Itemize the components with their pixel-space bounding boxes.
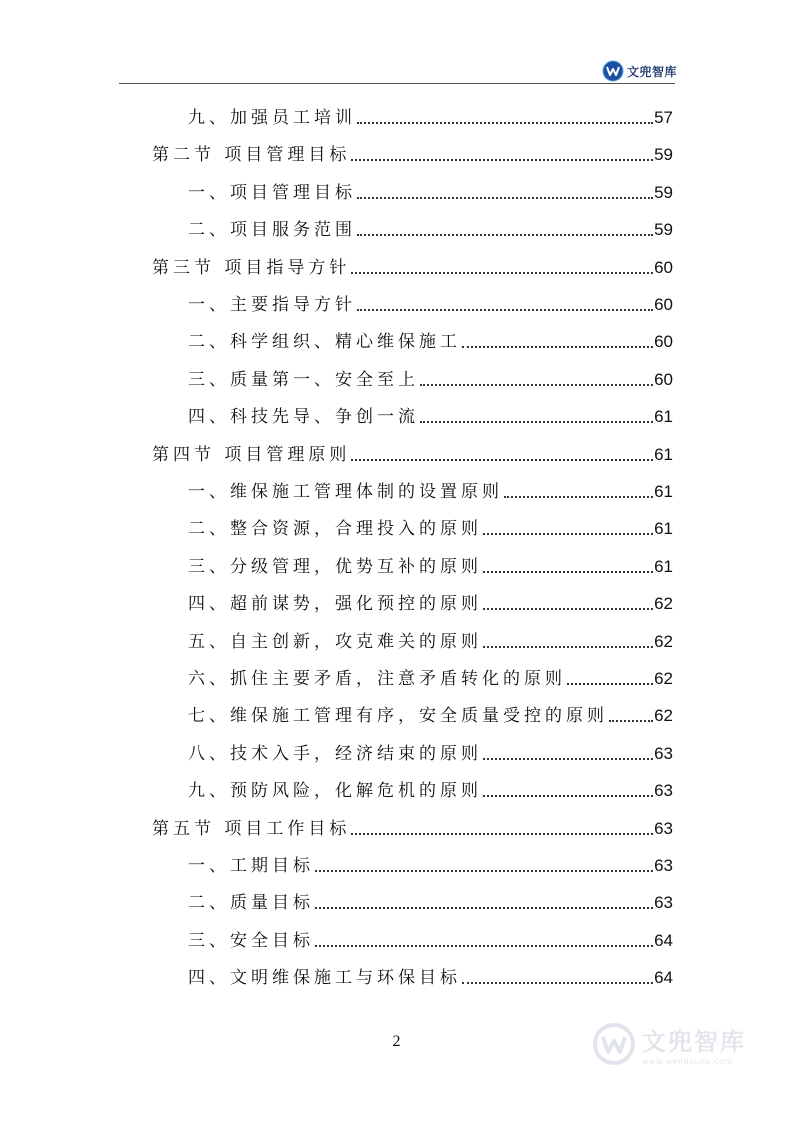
toc-entry[interactable] [0,890,673,914]
toc-entry-page: 61 [654,482,673,501]
toc-entry-page: 63 [654,893,673,913]
toc-entry-title: 二、质量目标 [188,893,314,914]
toc-dot-leader [420,421,653,423]
toc-entry[interactable] [0,778,673,802]
toc-entry-title: 第四节 项目管理原则 [152,444,351,465]
toc-entry-title: 二、项目服务范围 [188,220,356,241]
watermark-url: www.wendoulib.com [642,1057,733,1066]
toc-entry-page: 60 [654,257,673,277]
toc-entry-page: 64 [654,930,673,950]
toc-entry-page: 63 [654,856,673,875]
toc-entry-page: 61 [654,519,673,539]
toc-dot-leader [483,608,653,610]
toc-entry-title: 八、技术入手，经济结束的原则 [188,743,482,764]
toc-dot-leader [357,197,653,199]
toc-entry-page: 61 [654,556,673,576]
toc-entry-title: 四、科技先导、争创一流 [188,407,419,428]
toc-entry-page: 57 [654,108,673,127]
toc-entry-title: 七、维保施工管理有序，安全质量受控的原则 [188,706,608,727]
toc-entry-title: 五、自主创新，攻克难关的原则 [188,631,482,652]
toc-entry-title: 一、主要指导方针 [188,295,356,315]
toc-entry[interactable] [0,816,673,840]
toc-entry[interactable] [0,255,673,279]
toc-entry-title: 四、文明维保施工与环保目标 [188,968,461,989]
toc-entry-title: 九、加强员工培训 [188,108,356,128]
header-divider [119,83,675,84]
toc-entry-page: 63 [654,818,673,838]
toc-entry-page: 59 [654,182,673,202]
toc-dot-leader [315,907,653,909]
watermark [592,1022,746,1066]
toc-entry-title: 一、项目管理目标 [188,182,356,203]
toc-entry-page: 64 [654,968,673,988]
toc-entry-title: 第三节 项目指导方针 [152,257,351,278]
toc-dot-leader [483,571,653,573]
toc-entry[interactable] [0,554,673,578]
toc-entry-page: 63 [654,743,673,763]
toc-entry[interactable] [0,105,673,129]
toc-entry[interactable] [0,591,673,615]
toc-entry[interactable] [0,703,673,727]
toc-dot-leader [483,646,653,648]
toc-entry-title: 四、超前谋势，强化预控的原则 [188,594,482,615]
toc-entry[interactable] [0,629,673,653]
toc-entry-page: 60 [654,369,673,389]
toc-entry-page: 61 [654,407,673,427]
toc-entry-title: 三、安全目标 [188,930,314,951]
toc-entry-title: 第五节 项目工作目标 [152,818,351,839]
toc-entry[interactable] [0,180,673,204]
toc-entry[interactable] [0,666,673,690]
toc-dot-leader [357,234,653,236]
toc-entry-page: 62 [654,706,673,726]
toc-dot-leader [351,833,653,835]
toc-entry-page: 60 [654,295,673,314]
toc-dot-leader [351,459,653,461]
toc-entry[interactable] [0,853,673,877]
toc-entry[interactable] [0,292,673,316]
toc-entry[interactable] [0,965,673,989]
toc-entry[interactable] [0,329,673,353]
toc-dot-leader [567,683,653,685]
toc-dot-leader [483,758,653,760]
toc-entry-title: 九、预防风险，化解危机的原则 [188,781,482,802]
wendou-logo-icon [602,60,624,82]
toc-entry-title: 三、分级管理，优势互补的原则 [188,556,482,577]
toc-entry[interactable] [0,442,673,466]
toc-dot-leader [351,272,653,274]
toc-entry-page: 62 [654,594,673,614]
toc-dot-leader [483,795,653,797]
toc-entry[interactable] [0,928,673,952]
toc-entry[interactable] [0,741,673,765]
wendou-watermark-icon [592,1022,636,1066]
toc-entry[interactable] [0,479,673,503]
toc-dot-leader [315,945,653,947]
toc-entry[interactable] [0,217,673,241]
toc-entry-title: 一、维保施工管理体制的设置原则 [188,482,503,502]
toc-dot-leader [420,384,653,386]
toc-entry-page: 59 [654,145,673,165]
toc-entry-title: 二、科学组织、精心维保施工 [188,332,461,353]
toc-entry[interactable] [0,404,673,428]
watermark-title: 文兜智库 [642,1028,746,1056]
toc-entry-page: 62 [654,669,673,688]
toc-dot-leader [504,496,653,498]
toc-dot-leader [609,720,653,722]
toc-entry-title: 六、抓住主要矛盾，注意矛盾转化的原则 [188,669,566,689]
toc-entry[interactable] [0,142,673,166]
toc-entry-title: 第二节 项目管理目标 [152,145,351,166]
toc-dot-leader [462,982,653,984]
toc-entry-title: 一、工期目标 [188,856,314,876]
toc-dot-leader [357,309,653,311]
header-logo [602,60,677,82]
toc-dot-leader [351,159,653,161]
toc-dot-leader [483,533,653,535]
toc-dot-leader [462,346,653,348]
logo-text: 文兜智库 [627,64,678,79]
toc-entry-title: 二、整合资源，合理投入的原则 [188,519,482,540]
toc-entry-page: 60 [654,332,673,352]
toc-dot-leader [357,122,653,124]
toc-entry[interactable] [0,367,673,391]
toc-entry[interactable] [0,516,673,540]
toc-entry-page: 62 [654,631,673,651]
toc-dot-leader [315,870,653,872]
toc-entry-title: 三、质量第一、安全至上 [188,369,419,390]
toc-entry-page: 61 [654,444,673,464]
page-number: 2 [392,1033,401,1050]
toc-entry-page: 59 [654,220,673,240]
toc-entry-page: 63 [654,781,673,801]
